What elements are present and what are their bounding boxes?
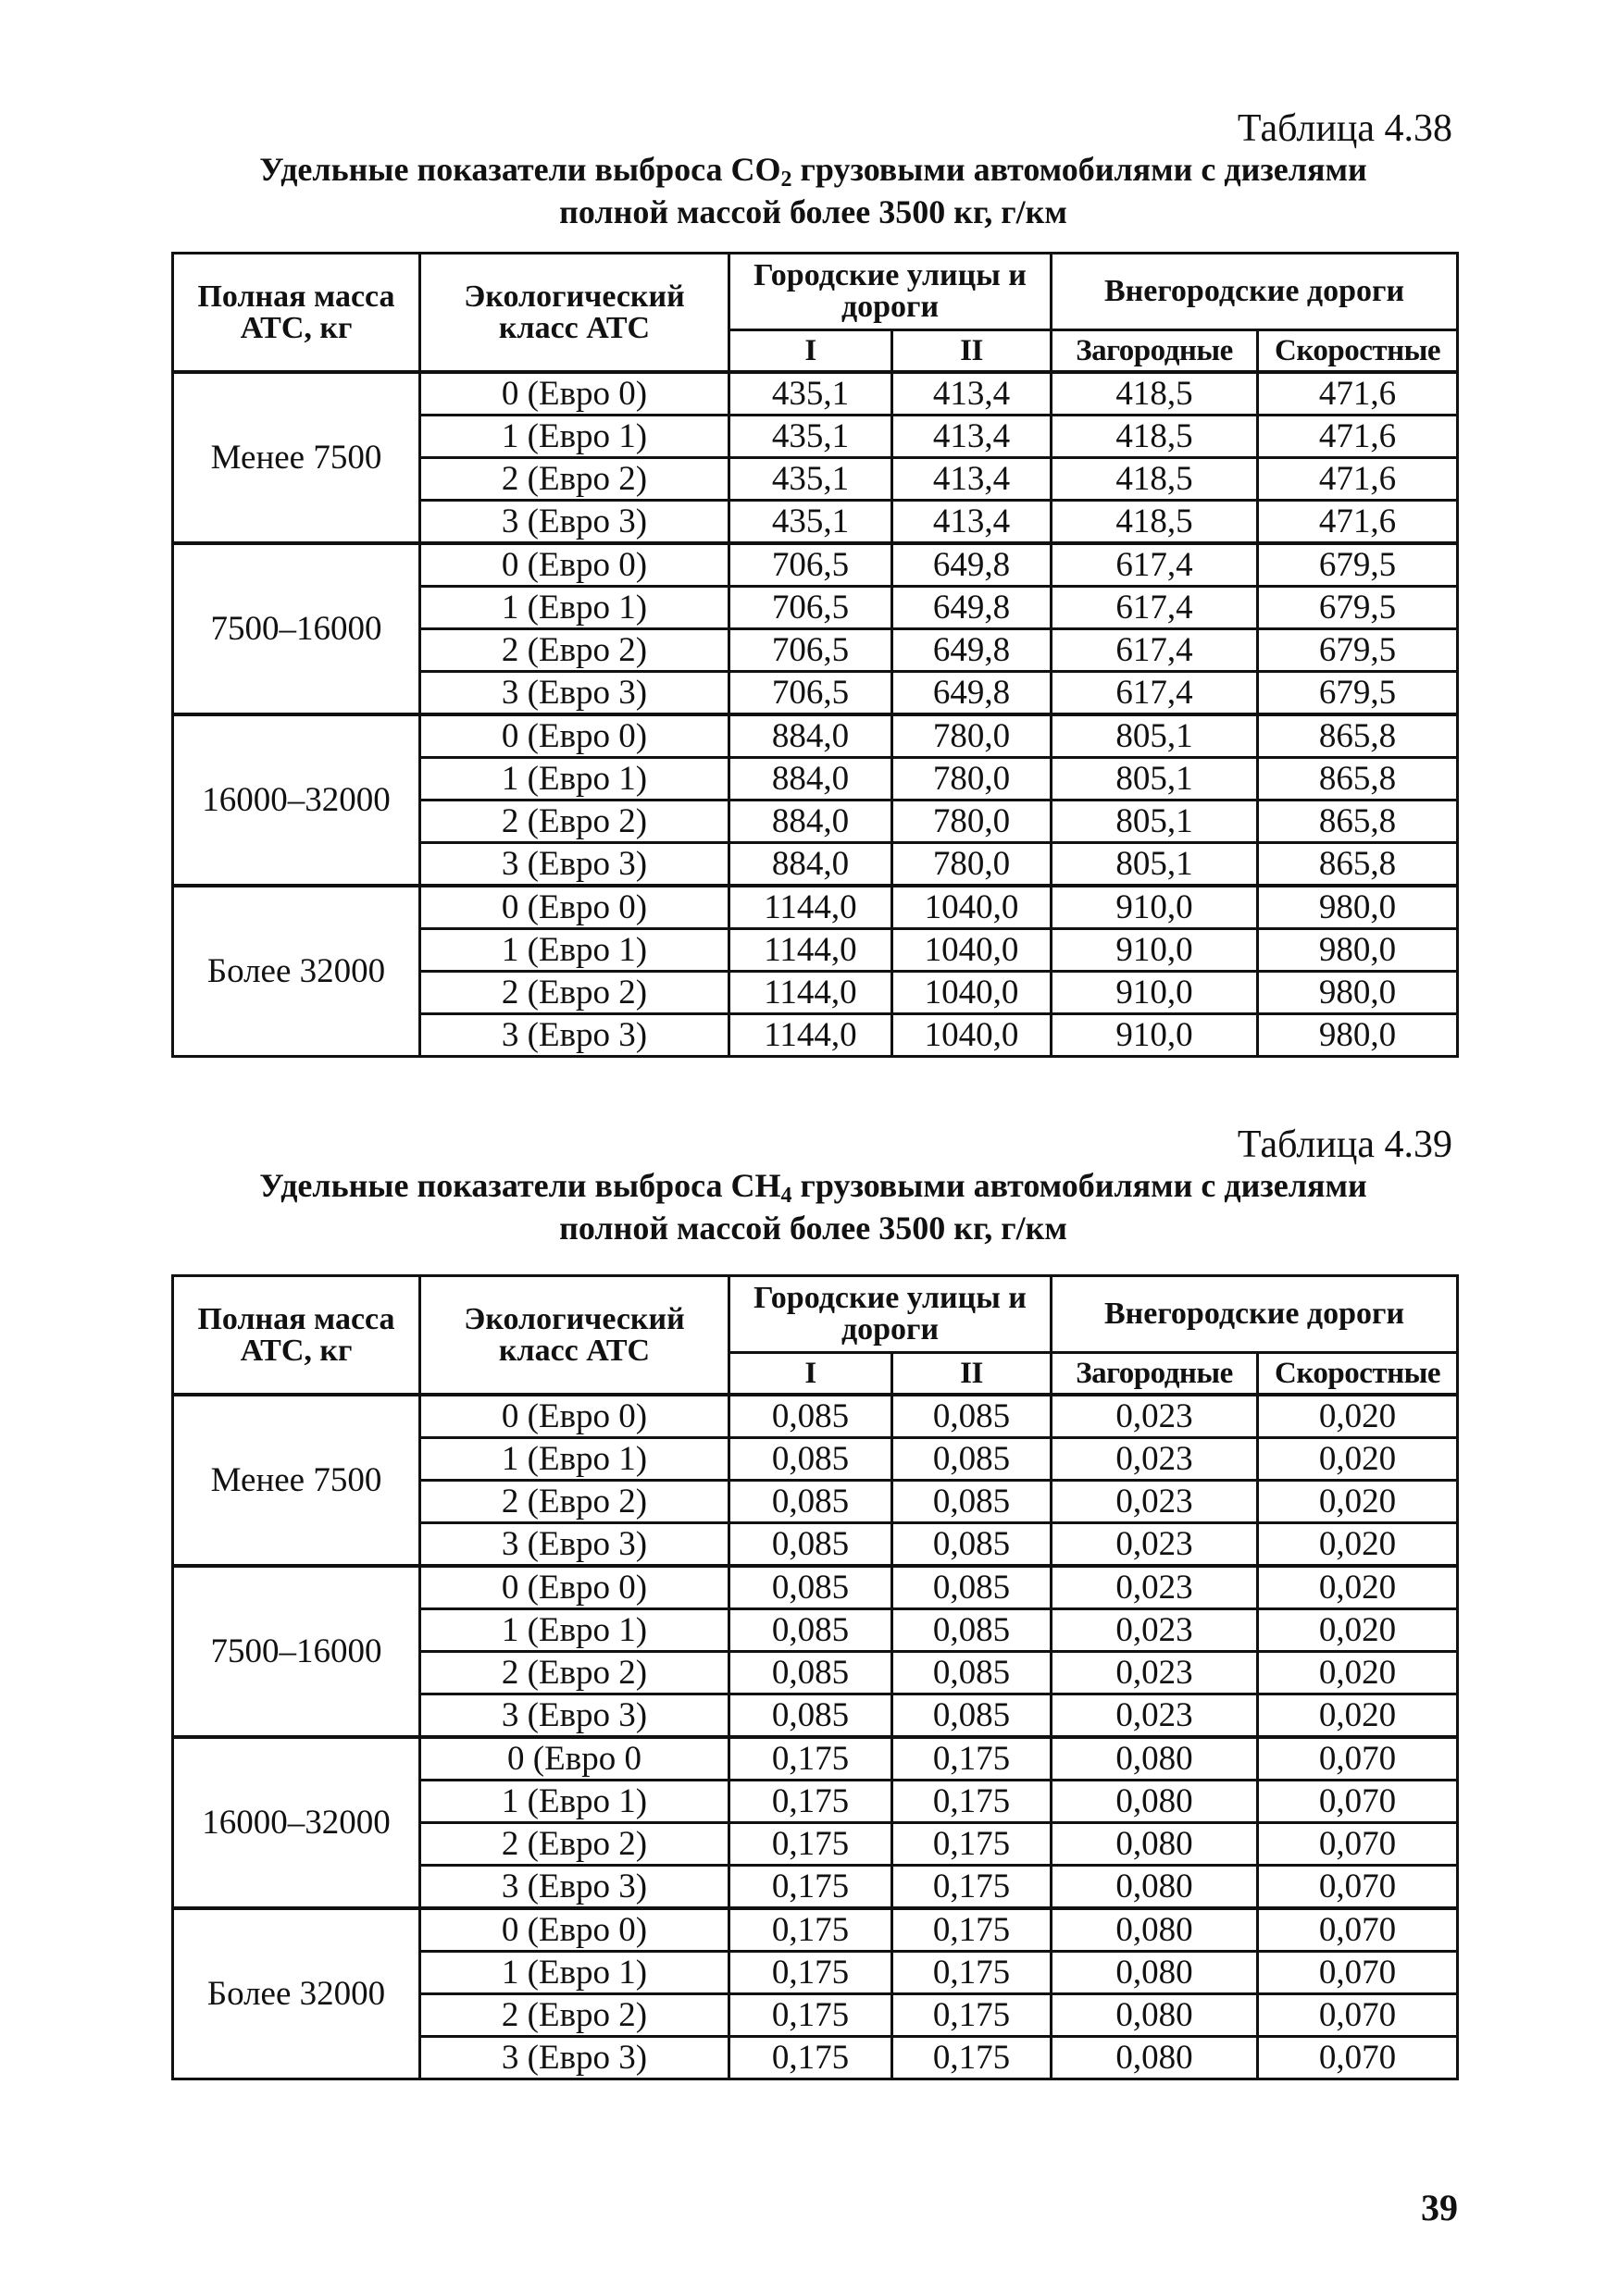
eco-class-cell: 2 (Евро 2) <box>420 458 729 501</box>
city-ii-cell: 0,085 <box>892 1609 1052 1652</box>
city-i-cell: 1144,0 <box>729 972 892 1014</box>
mass-group-cell: 7500–16000 <box>173 1566 420 1737</box>
eco-class-cell: 1 (Евро 1) <box>420 1609 729 1652</box>
suburban-cell: 0,080 <box>1052 1737 1258 1781</box>
header-highway: Скоростные <box>1258 1353 1458 1396</box>
suburban-cell: 0,023 <box>1052 1609 1258 1652</box>
city-ii-cell: 413,4 <box>892 372 1052 416</box>
suburban-cell: 0,023 <box>1052 1523 1258 1567</box>
eco-class-cell: 3 (Евро 3) <box>420 501 729 544</box>
suburban-cell: 0,023 <box>1052 1652 1258 1694</box>
eco-class-cell: 3 (Евро 3) <box>420 672 729 715</box>
table-row <box>173 714 1458 758</box>
city-ii-cell: 649,8 <box>892 587 1052 629</box>
suburban-cell: 617,4 <box>1052 587 1258 629</box>
header-suburban: Загородные <box>1052 1353 1258 1396</box>
eco-class-cell: 3 (Евро 3) <box>420 1014 729 1057</box>
table-row <box>173 1566 1458 1609</box>
table-row <box>173 886 1458 929</box>
header-mass: Полная масса АТС, кг <box>173 254 420 373</box>
city-ii-cell: 0,175 <box>892 1823 1052 1866</box>
header-city-roads: Городские улицы и дороги <box>729 1276 1052 1353</box>
city-ii-cell: 0,085 <box>892 1566 1052 1609</box>
eco-class-cell: 0 (Евро 0) <box>420 714 729 758</box>
header-outside-roads: Внегородские дороги <box>1052 254 1458 330</box>
city-ii-cell: 780,0 <box>892 800 1052 843</box>
title-text: полной массой более 3500 кг, г/км <box>559 1210 1067 1247</box>
eco-class-cell: 1 (Евро 1) <box>420 1438 729 1481</box>
highway-cell: 679,5 <box>1258 629 1458 672</box>
title-text: Удельные показатели выброса CO <box>259 151 781 188</box>
eco-class-cell: 1 (Евро 1) <box>420 587 729 629</box>
highway-cell: 679,5 <box>1258 587 1458 629</box>
city-i-cell: 706,5 <box>729 672 892 715</box>
suburban-cell: 910,0 <box>1052 1014 1258 1057</box>
table-body <box>173 1395 1458 2079</box>
header-outside-roads: Внегородские дороги <box>1052 1276 1458 1353</box>
city-ii-cell: 1040,0 <box>892 972 1052 1014</box>
eco-class-cell: 2 (Евро 2) <box>420 972 729 1014</box>
table-number-label: Таблица 4.38 <box>1237 107 1452 150</box>
eco-class-cell: 0 (Евро 0) <box>420 1908 729 1952</box>
suburban-cell: 805,1 <box>1052 800 1258 843</box>
suburban-cell: 805,1 <box>1052 714 1258 758</box>
suburban-cell: 0,080 <box>1052 1781 1258 1823</box>
suburban-cell: 418,5 <box>1052 501 1258 544</box>
highway-cell: 0,020 <box>1258 1609 1458 1652</box>
city-i-cell: 706,5 <box>729 629 892 672</box>
city-ii-cell: 0,175 <box>892 1737 1052 1781</box>
city-ii-cell: 0,175 <box>892 1994 1052 2037</box>
city-ii-cell: 0,085 <box>892 1694 1052 1738</box>
suburban-cell: 0,023 <box>1052 1395 1258 1438</box>
eco-class-cell: 1 (Евро 1) <box>420 1781 729 1823</box>
suburban-cell: 0,023 <box>1052 1438 1258 1481</box>
city-i-cell: 435,1 <box>729 458 892 501</box>
header-city-i: I <box>729 1353 892 1396</box>
mass-group-cell: Менее 7500 <box>173 372 420 543</box>
highway-cell: 0,070 <box>1258 1994 1458 2037</box>
header-eco-class: Экологический класс АТС <box>420 254 729 373</box>
highway-cell: 0,020 <box>1258 1438 1458 1481</box>
table-row <box>173 372 1458 416</box>
eco-class-cell: 1 (Евро 1) <box>420 929 729 972</box>
city-i-cell: 0,085 <box>729 1609 892 1652</box>
city-i-cell: 0,085 <box>729 1438 892 1481</box>
suburban-cell: 617,4 <box>1052 672 1258 715</box>
highway-cell: 0,020 <box>1258 1523 1458 1567</box>
suburban-cell: 805,1 <box>1052 758 1258 800</box>
table-title <box>171 1164 1455 1249</box>
highway-cell: 0,070 <box>1258 1908 1458 1952</box>
highway-cell: 865,8 <box>1258 800 1458 843</box>
city-ii-cell: 0,085 <box>892 1438 1052 1481</box>
highway-cell: 980,0 <box>1258 1014 1458 1057</box>
highway-cell: 0,020 <box>1258 1395 1458 1438</box>
eco-class-cell: 3 (Евро 3) <box>420 1523 729 1567</box>
highway-cell: 0,020 <box>1258 1481 1458 1523</box>
header-city-roads: Городские улицы и дороги <box>729 254 1052 330</box>
city-i-cell: 884,0 <box>729 800 892 843</box>
city-i-cell: 706,5 <box>729 587 892 629</box>
eco-class-cell: 0 (Евро 0 <box>420 1737 729 1781</box>
suburban-cell: 0,023 <box>1052 1566 1258 1609</box>
highway-cell: 865,8 <box>1258 843 1458 887</box>
city-ii-cell: 413,4 <box>892 458 1052 501</box>
highway-cell: 0,020 <box>1258 1694 1458 1738</box>
city-i-cell: 435,1 <box>729 501 892 544</box>
highway-cell: 471,6 <box>1258 416 1458 458</box>
suburban-cell: 617,4 <box>1052 629 1258 672</box>
eco-class-cell: 2 (Евро 2) <box>420 800 729 843</box>
highway-cell: 0,070 <box>1258 1823 1458 1866</box>
table-row <box>173 1737 1458 1781</box>
city-ii-cell: 780,0 <box>892 758 1052 800</box>
eco-class-cell: 0 (Евро 0) <box>420 372 729 416</box>
emissions-table-ch4 <box>171 1274 1459 2080</box>
highway-cell: 865,8 <box>1258 714 1458 758</box>
suburban-cell: 910,0 <box>1052 929 1258 972</box>
city-i-cell: 0,175 <box>729 1737 892 1781</box>
suburban-cell: 0,023 <box>1052 1481 1258 1523</box>
highway-cell: 980,0 <box>1258 972 1458 1014</box>
highway-cell: 0,070 <box>1258 2037 1458 2079</box>
city-ii-cell: 0,175 <box>892 1952 1052 1994</box>
header-city-i: I <box>729 330 892 373</box>
city-ii-cell: 649,8 <box>892 629 1052 672</box>
header-suburban: Загородные <box>1052 330 1258 373</box>
city-ii-cell: 1040,0 <box>892 886 1052 929</box>
city-ii-cell: 1040,0 <box>892 929 1052 972</box>
suburban-cell: 0,080 <box>1052 1823 1258 1866</box>
highway-cell: 471,6 <box>1258 501 1458 544</box>
mass-group-cell: 7500–16000 <box>173 543 420 714</box>
mass-group-cell: 16000–32000 <box>173 1737 420 1908</box>
eco-class-cell: 2 (Евро 2) <box>420 629 729 672</box>
eco-class-cell: 0 (Евро 0) <box>420 543 729 587</box>
suburban-cell: 0,080 <box>1052 1908 1258 1952</box>
title-text: грузовыми автомобилями с дизелями <box>791 151 1367 188</box>
suburban-cell: 910,0 <box>1052 972 1258 1014</box>
city-ii-cell: 0,085 <box>892 1481 1052 1523</box>
city-i-cell: 706,5 <box>729 543 892 587</box>
highway-cell: 980,0 <box>1258 886 1458 929</box>
title-text: Удельные показатели выброса CH <box>259 1167 781 1204</box>
table-row <box>173 1908 1458 1952</box>
city-i-cell: 0,085 <box>729 1395 892 1438</box>
title-subscript: 4 <box>780 1184 792 1208</box>
suburban-cell: 617,4 <box>1052 543 1258 587</box>
highway-cell: 980,0 <box>1258 929 1458 972</box>
header-highway: Скоростные <box>1258 330 1458 373</box>
eco-class-cell: 2 (Евро 2) <box>420 1481 729 1523</box>
highway-cell: 865,8 <box>1258 758 1458 800</box>
highway-cell: 0,020 <box>1258 1566 1458 1609</box>
mass-group-cell: 16000–32000 <box>173 714 420 886</box>
city-ii-cell: 780,0 <box>892 714 1052 758</box>
eco-class-cell: 1 (Евро 1) <box>420 1952 729 1994</box>
eco-class-cell: 3 (Евро 3) <box>420 1866 729 1909</box>
city-i-cell: 0,175 <box>729 1823 892 1866</box>
city-i-cell: 884,0 <box>729 758 892 800</box>
suburban-cell: 418,5 <box>1052 458 1258 501</box>
table-row <box>173 1395 1458 1438</box>
eco-class-cell: 3 (Евро 3) <box>420 1694 729 1738</box>
suburban-cell: 418,5 <box>1052 416 1258 458</box>
city-ii-cell: 1040,0 <box>892 1014 1052 1057</box>
city-ii-cell: 413,4 <box>892 501 1052 544</box>
city-i-cell: 0,085 <box>729 1481 892 1523</box>
title-text: грузовыми автомобилями с дизелями <box>791 1167 1367 1204</box>
mass-group-cell: Более 32000 <box>173 886 420 1057</box>
city-ii-cell: 0,175 <box>892 1781 1052 1823</box>
mass-group-cell: Менее 7500 <box>173 1395 420 1566</box>
city-i-cell: 1144,0 <box>729 1014 892 1057</box>
eco-class-cell: 3 (Евро 3) <box>420 2037 729 2079</box>
suburban-cell: 0,080 <box>1052 2037 1258 2079</box>
city-ii-cell: 0,175 <box>892 1908 1052 1952</box>
city-i-cell: 0,175 <box>729 1994 892 2037</box>
suburban-cell: 0,080 <box>1052 1994 1258 2037</box>
city-i-cell: 435,1 <box>729 372 892 416</box>
highway-cell: 471,6 <box>1258 458 1458 501</box>
eco-class-cell: 2 (Евро 2) <box>420 1823 729 1866</box>
highway-cell: 471,6 <box>1258 372 1458 416</box>
eco-class-cell: 1 (Евро 1) <box>420 416 729 458</box>
table-body <box>173 372 1458 1057</box>
city-i-cell: 435,1 <box>729 416 892 458</box>
highway-cell: 679,5 <box>1258 543 1458 587</box>
mass-group-cell: Более 32000 <box>173 1908 420 2079</box>
eco-class-cell: 2 (Евро 2) <box>420 1652 729 1694</box>
city-i-cell: 0,175 <box>729 1866 892 1909</box>
city-ii-cell: 0,175 <box>892 2037 1052 2079</box>
table-title <box>171 148 1455 233</box>
table-number-label: Таблица 4.39 <box>1237 1123 1452 1166</box>
city-i-cell: 0,085 <box>729 1652 892 1694</box>
city-i-cell: 0,175 <box>729 1952 892 1994</box>
city-i-cell: 0,085 <box>729 1523 892 1567</box>
city-i-cell: 0,085 <box>729 1694 892 1738</box>
highway-cell: 0,070 <box>1258 1952 1458 1994</box>
emissions-table-co2 <box>171 252 1459 1058</box>
city-i-cell: 0,175 <box>729 1908 892 1952</box>
page-number: 39 <box>1421 2187 1458 2228</box>
city-i-cell: 1144,0 <box>729 929 892 972</box>
city-i-cell: 884,0 <box>729 714 892 758</box>
city-ii-cell: 649,8 <box>892 672 1052 715</box>
city-ii-cell: 0,085 <box>892 1523 1052 1567</box>
highway-cell: 679,5 <box>1258 672 1458 715</box>
city-ii-cell: 0,085 <box>892 1395 1052 1438</box>
header-city-ii: II <box>892 330 1052 373</box>
highway-cell: 0,070 <box>1258 1737 1458 1781</box>
eco-class-cell: 1 (Евро 1) <box>420 758 729 800</box>
title-subscript: 2 <box>780 168 792 192</box>
eco-class-cell: 2 (Евро 2) <box>420 1994 729 2037</box>
city-i-cell: 0,085 <box>729 1566 892 1609</box>
suburban-cell: 0,080 <box>1052 1866 1258 1909</box>
highway-cell: 0,070 <box>1258 1781 1458 1823</box>
city-i-cell: 0,175 <box>729 2037 892 2079</box>
city-i-cell: 1144,0 <box>729 886 892 929</box>
table-row <box>173 543 1458 587</box>
highway-cell: 0,020 <box>1258 1652 1458 1694</box>
header-mass: Полная масса АТС, кг <box>173 1276 420 1396</box>
suburban-cell: 0,080 <box>1052 1952 1258 1994</box>
eco-class-cell: 0 (Евро 0) <box>420 1395 729 1438</box>
city-i-cell: 0,175 <box>729 1781 892 1823</box>
header-eco-class: Экологический класс АТС <box>420 1276 729 1396</box>
suburban-cell: 910,0 <box>1052 886 1258 929</box>
suburban-cell: 805,1 <box>1052 843 1258 887</box>
eco-class-cell: 3 (Евро 3) <box>420 843 729 887</box>
suburban-cell: 0,023 <box>1052 1694 1258 1738</box>
city-ii-cell: 780,0 <box>892 843 1052 887</box>
header-city-ii: II <box>892 1353 1052 1396</box>
eco-class-cell: 0 (Евро 0) <box>420 1566 729 1609</box>
title-text: полной массой более 3500 кг, г/км <box>559 193 1067 230</box>
city-ii-cell: 0,085 <box>892 1652 1052 1694</box>
highway-cell: 0,070 <box>1258 1866 1458 1909</box>
city-i-cell: 884,0 <box>729 843 892 887</box>
city-ii-cell: 649,8 <box>892 543 1052 587</box>
city-ii-cell: 413,4 <box>892 416 1052 458</box>
eco-class-cell: 0 (Евро 0) <box>420 886 729 929</box>
suburban-cell: 418,5 <box>1052 372 1258 416</box>
city-ii-cell: 0,175 <box>892 1866 1052 1909</box>
